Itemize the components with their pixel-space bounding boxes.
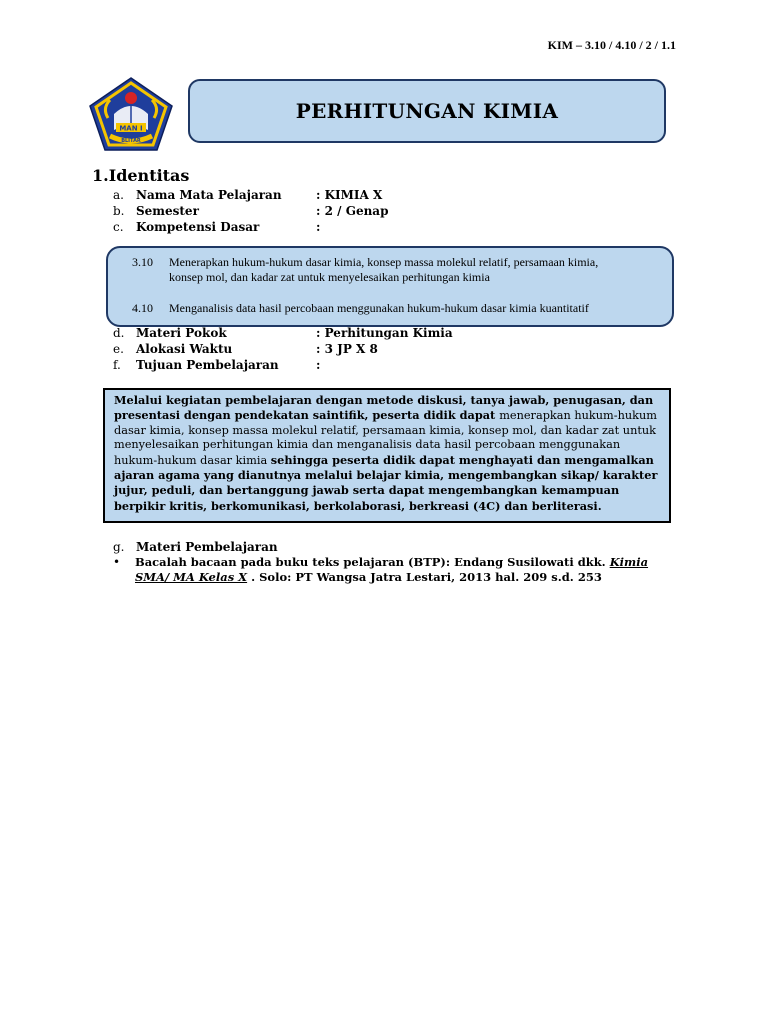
materi-reference — [135, 555, 680, 585]
kompetensi-text: Menganalisis data hasil percobaan menggunakan hukum-hukum dasar kimia kuantitatif — [169, 301, 589, 315]
identitas-list-bottom — [113, 325, 553, 373]
tujuan-part-3: sehingga peserta didik dapat menghayati dan mengamalkan ajaran agama yang dianutnya melalui belajar kimia, mengembangkan sikap/ karakter jujur, peduli, dan bertanggung jawab serta dapat mengembangkan kemampuan berpikir kritis, berkomunikasi, berkolaborasi, berkreasi (4C) dan berliterasi. — [114, 452, 658, 513]
tujuan-part-2: menerapkan hukum-hukum dasar kimia, konsep massa molekul relatif, persamaan kimia, konsep mol, dan kadar zat untuk menyelesaikan perhitungan kimia dan menganalisis data hasil percobaan menggunakan hukum-hukum dasar kimia — [114, 409, 657, 467]
identitas-value: : 2 / Genap — [316, 204, 389, 218]
identitas-row-f — [113, 357, 553, 373]
identitas-key: Kompetensi Dasar — [136, 220, 260, 234]
kompetensi-number: 3.10 — [132, 255, 153, 269]
list-marker: e. — [113, 342, 124, 356]
school-shield-logo — [88, 76, 174, 152]
identitas-row-g — [113, 539, 413, 555]
kompetensi-dasar-box — [106, 246, 674, 327]
identitas-list-top — [113, 187, 553, 235]
tujuan-paragraph — [114, 393, 660, 514]
identitas-key: Nama Mata Pelajaran — [136, 188, 282, 202]
identitas-row-e — [113, 341, 553, 357]
kompetensi-number: 4.10 — [132, 301, 153, 315]
list-marker: a. — [113, 188, 124, 202]
title-box — [188, 79, 666, 143]
page-title: PERHITUNGAN KIMIA — [295, 99, 559, 123]
svg-text:MAN I: MAN I — [119, 124, 143, 133]
list-marker: c. — [113, 220, 124, 234]
list-marker: b. — [113, 204, 125, 218]
tujuan-part-1: Melalui kegiatan pembelajaran dengan metode diskusi, tanya jawab, penugasan, dan presentasi dengan pendekatan saintifik, peserta didik dapat — [114, 393, 654, 423]
book-title: Kimia SMA/ MA Kelas X — [135, 555, 649, 584]
identitas-key: Materi Pokok — [136, 326, 227, 340]
tujuan-pembelajaran-box — [103, 388, 671, 523]
identitas-value: : — [316, 358, 321, 372]
svg-text:BLITAR: BLITAR — [121, 138, 141, 144]
list-marker: d. — [113, 326, 125, 340]
identitas-value: : Perhitungan Kimia — [316, 326, 453, 340]
reference-publisher: . Solo: PT Wangsa Jatra Lestari, 2013 hal. 209 s.d. 253 — [247, 570, 602, 584]
kompetensi-text: Menerapkan hukum-hukum dasar kimia, konsep massa molekul relatif, persamaan kimia, konsep mol, dan kadar zat untuk menyelesaikan perhitungan kimia — [169, 255, 599, 284]
materi-heading: Materi Pembelajaran — [136, 540, 278, 554]
identitas-row-c — [113, 219, 553, 235]
reference-intro: Bacalah bacaan pada buku teks pelajaran (BTP): Endang Susilowati dkk. — [135, 555, 610, 569]
identitas-value: : 3 JP X 8 — [316, 342, 378, 356]
document-code: KIM – 3.10 / 4.10 / 2 / 1.1 — [547, 38, 676, 52]
identitas-row-b — [113, 203, 553, 219]
identitas-row-a — [113, 187, 553, 203]
identitas-value: : KIMIA X — [316, 188, 383, 202]
identitas-row-d — [113, 325, 553, 341]
identitas-key: Tujuan Pembelajaran — [136, 358, 279, 372]
bullet-icon: • — [113, 555, 121, 569]
identitas-value: : — [316, 220, 321, 234]
list-marker: g. — [113, 540, 125, 554]
identitas-key: Alokasi Waktu — [136, 342, 233, 356]
section-heading-identitas: 1.Identitas — [92, 166, 190, 185]
identitas-key: Semester — [136, 204, 199, 218]
list-marker: f. — [113, 358, 121, 372]
